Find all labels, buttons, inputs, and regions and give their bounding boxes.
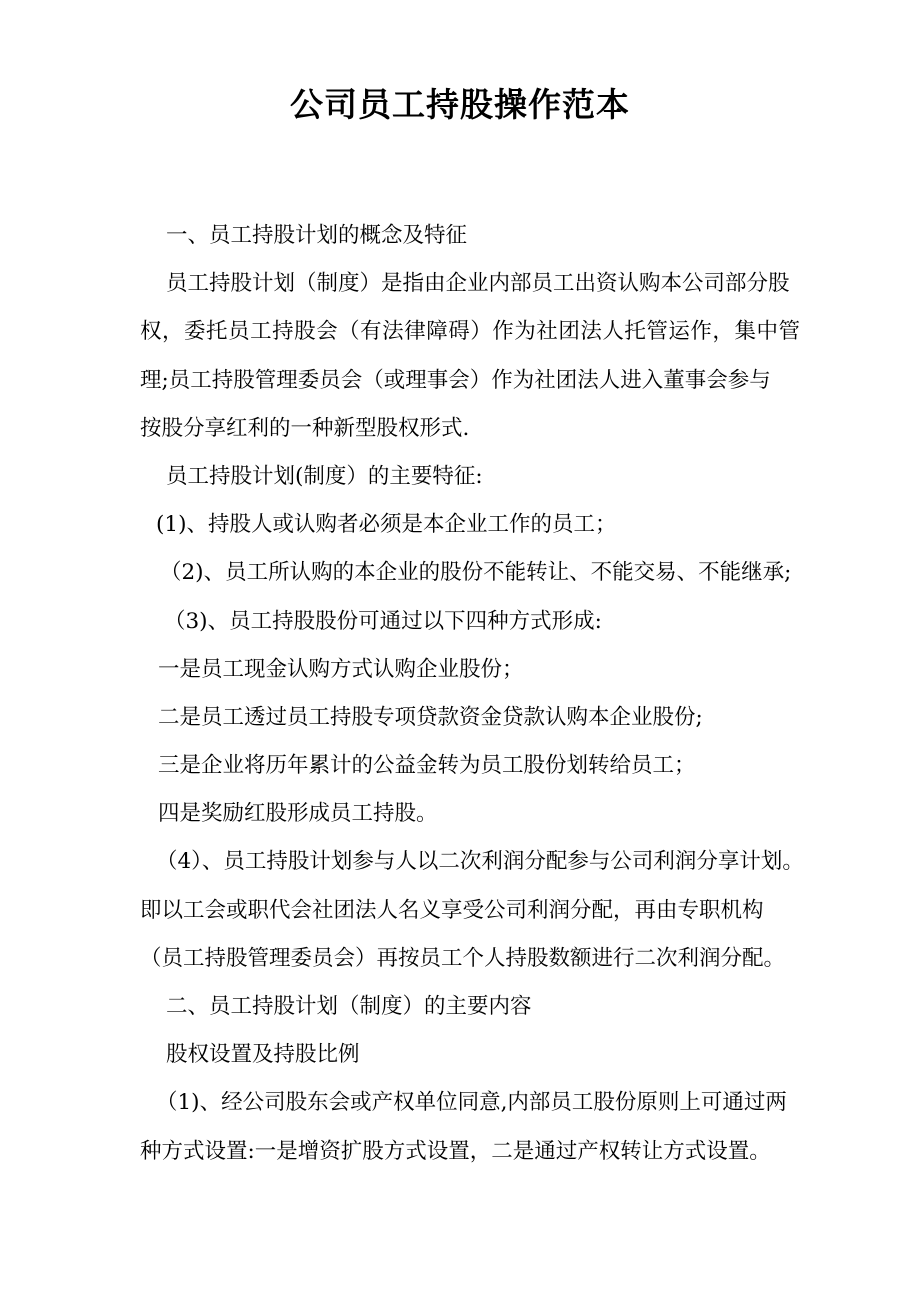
paragraph-line: （员工持股管理委员会）再按员工个人持股数额进行二次利润分配。	[140, 945, 786, 971]
paragraph-line: 权，委托员工持股会（有法律障碍）作为社团法人托管运作，集中管	[140, 319, 800, 345]
document-body	[140, 212, 804, 1176]
subsection-heading: 股权设置及持股比例	[166, 1042, 360, 1068]
section-heading-2: 二、员工持股计划（制度）的主要内容	[166, 994, 532, 1019]
paragraph-line: 即以工会或职代会社团法人名义享受公司利润分配，再由专职机构	[140, 897, 764, 923]
list-item: 一是员工现金认购方式认购企业股份；	[158, 656, 524, 682]
list-item: （2)、员工所认购的本企业的股份不能转让、不能交易、不能继承;	[160, 560, 792, 586]
paragraph-line: 种方式设置:一是增资扩股方式设置，二是通过产权转让方式设置。	[140, 1138, 771, 1164]
list-item: （1)、经公司股东会或产权单位同意,内部员工股份原则上可通过两	[156, 1090, 787, 1116]
list-item: 四是奖励红股形成员工持股。	[158, 801, 438, 827]
paragraph-line: 按股分享红利的一种新型股权形式.	[140, 415, 470, 441]
paragraph-line: 员工持股计划（制度）是指由企业内部员工出资认购本公司部分股	[166, 271, 790, 297]
list-item: 二是员工透过员工持股专项贷款资金贷款认购本企业股份;	[158, 704, 703, 730]
document-title: 公司员工持股操作范本	[290, 85, 630, 124]
list-item: （4）、员工持股计划参与人以二次利润分配参与公司利润分享计划。	[156, 849, 804, 875]
paragraph-line: 理;员工持股管理委员会（或理事会）作为社团法人进入董事会参与	[140, 367, 771, 393]
section-heading-1: 一、员工持股计划的概念及特征	[166, 223, 468, 248]
list-item: (1)、持股人或认购者必须是本企业工作的员工；	[156, 512, 617, 538]
list-item: （3)、员工持股股份可通过以下四种方式形成:	[164, 608, 602, 634]
paragraph-line: 员工持股计划(制度）的主要特征:	[166, 463, 483, 489]
list-item: 三是企业将历年累计的公益金转为员工股份划转给员工；	[158, 753, 696, 779]
